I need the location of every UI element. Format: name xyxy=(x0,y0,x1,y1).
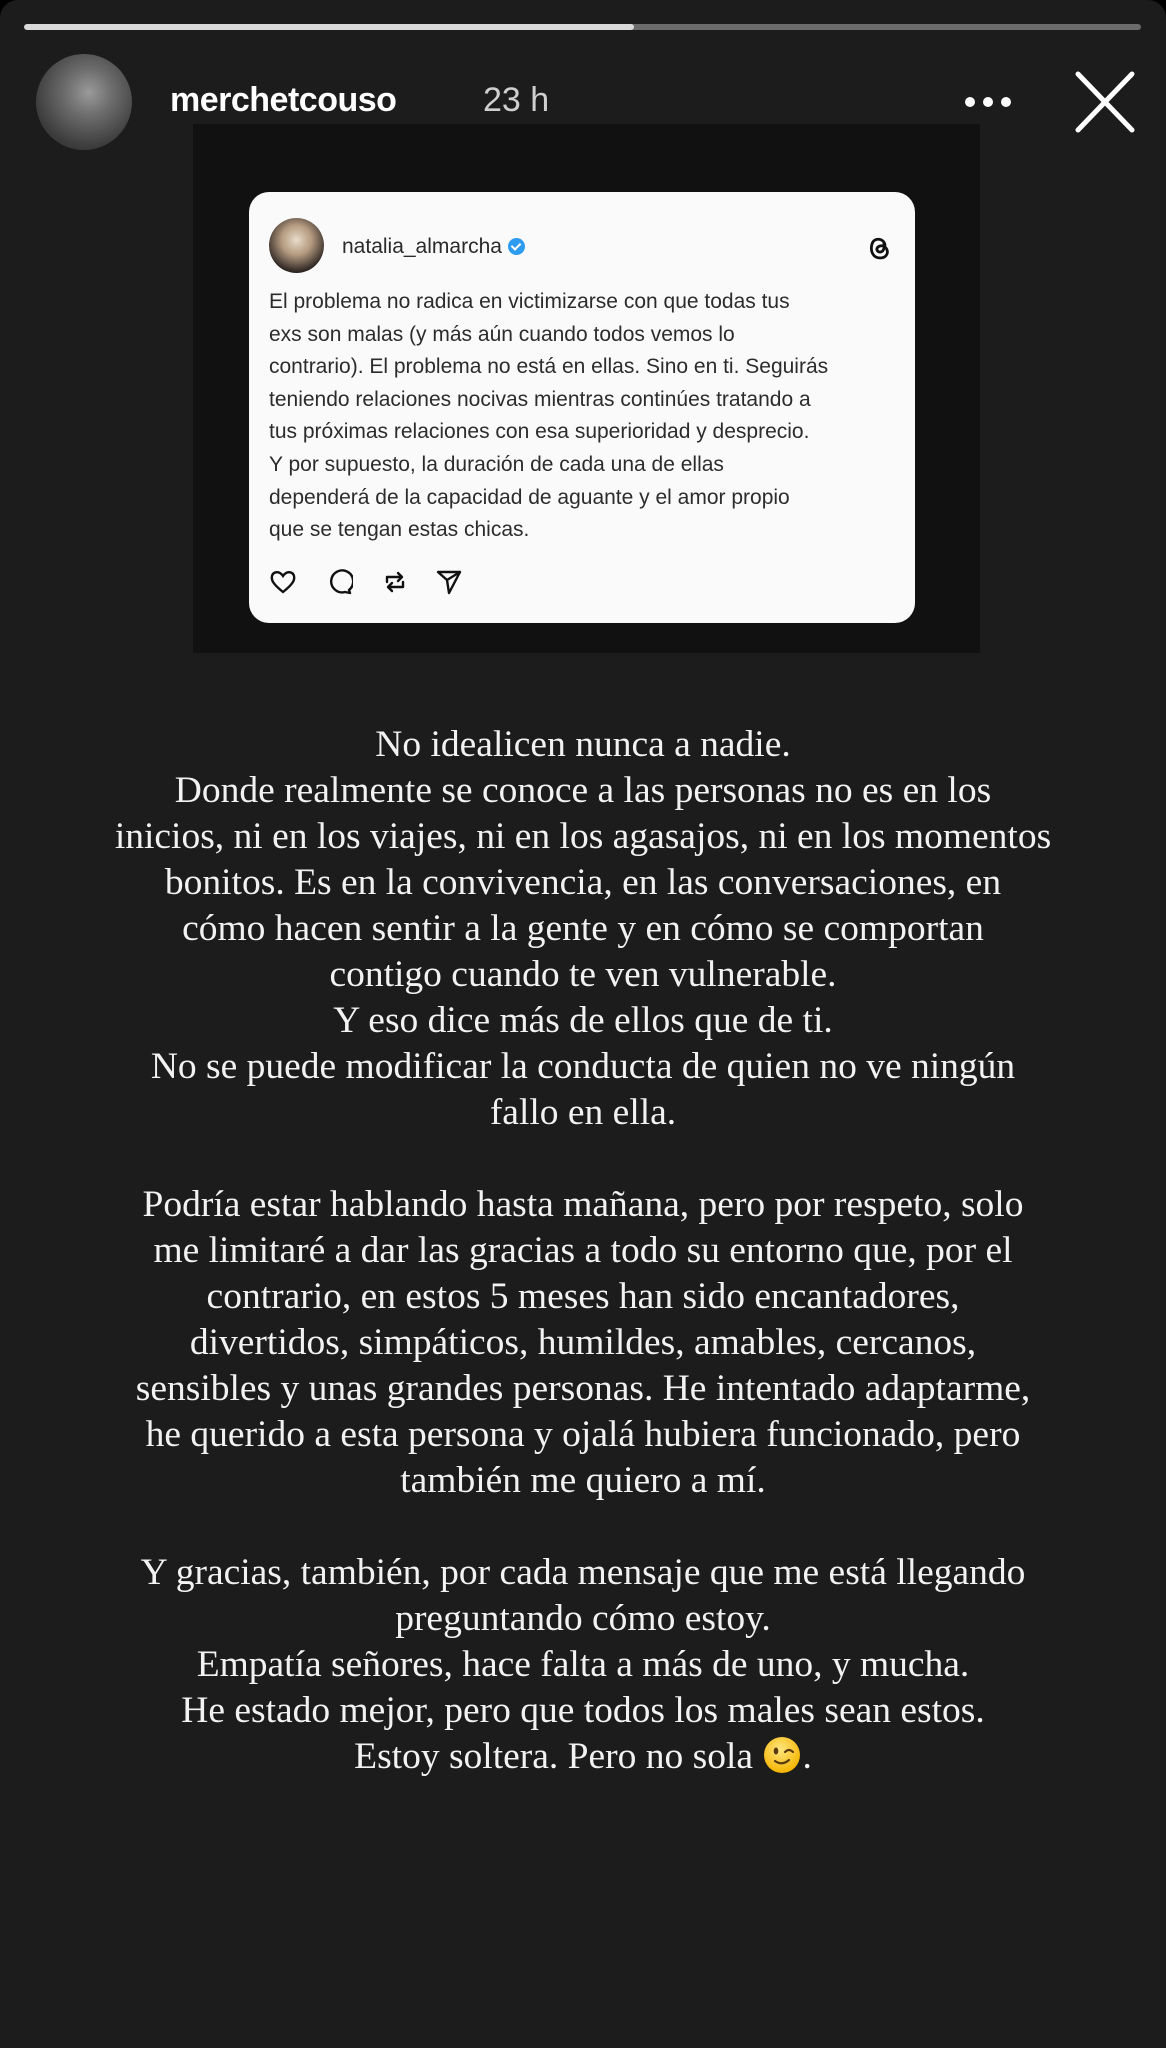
story-username[interactable]: merchetcouso xyxy=(170,81,397,119)
post-text-line: que se tengan estas chicas. xyxy=(269,518,530,542)
post-avatar xyxy=(269,218,324,273)
message-line: inicios, ni en los viajes, ni en los agasajos, ni en los momentos xyxy=(114,816,1052,857)
story-message xyxy=(0,722,1166,1780)
post-text-line: Y por supuesto, la duración de cada una de ellas xyxy=(269,452,724,476)
message-line: preguntando cómo estoy. xyxy=(395,1598,771,1639)
message-line: contrario, en estos 5 meses han sido encantadores, xyxy=(206,1276,960,1317)
close-icon xyxy=(1070,68,1140,136)
message-line: Podría estar hablando hasta mañana, pero por respeto, solo xyxy=(142,1184,1024,1225)
message-line: fallo en ella. xyxy=(489,1092,677,1133)
post-text-line: teniendo relaciones nocivas mientras continúes tratando a xyxy=(269,387,811,411)
post-username-text: natalia_almarcha xyxy=(342,235,502,258)
message-line: he querido a esta persona y ojalá hubiera funcionado, pero xyxy=(145,1414,1021,1455)
post-text-line: contrario). El problema no está en ellas. Sino en ti. Seguirás xyxy=(269,355,829,379)
message-line: No se puede modificar la conducta de quien no ve ningún xyxy=(150,1046,1016,1087)
post-text xyxy=(269,286,909,547)
more-dots-icon xyxy=(958,86,1018,118)
message-line: bonitos. Es en la convivencia, en las conversaciones, en xyxy=(164,862,1002,903)
message-line: Empatía señores, hace falta a más de uno, y mucha. xyxy=(196,1644,970,1685)
message-line: Donde realmente se conoce a las personas no es en los xyxy=(174,770,992,811)
message-line-last xyxy=(0,1734,1166,1780)
repost-icon[interactable] xyxy=(381,568,409,596)
post-text-line: exs son malas (y más aún cuando todos vemos lo xyxy=(269,322,735,346)
share-icon[interactable] xyxy=(435,568,463,596)
message-line: contigo cuando te ven vulnerable. xyxy=(329,954,837,995)
message-line: No idealicen nunca a nadie. xyxy=(375,724,791,765)
message-line: cómo hacen sentir a la gente y en cómo se comportan xyxy=(182,908,984,949)
verified-badge-icon xyxy=(508,238,525,255)
threads-post-card xyxy=(249,192,915,623)
message-line: Y eso dice más de ellos que de ti. xyxy=(333,1000,833,1041)
story-progress-bar xyxy=(24,24,1141,30)
message-line: divertidos, simpáticos, humildes, amables, cercanos, xyxy=(189,1322,977,1363)
story-time: 23 h xyxy=(483,81,550,119)
story-progress-fill xyxy=(24,24,634,30)
post-username xyxy=(342,234,525,260)
message-line: He estado mejor, pero que todos los males sean estos. xyxy=(181,1690,985,1731)
post-text-line: El problema no radica en victimizarse con que todas tus xyxy=(269,290,790,313)
message-last-period: . xyxy=(802,1736,812,1777)
threads-logo-icon xyxy=(865,232,893,262)
message-line xyxy=(0,1136,1166,1182)
close-button[interactable] xyxy=(1070,68,1140,136)
more-options-button[interactable] xyxy=(958,86,1018,118)
message-last-text: Estoy soltera. Pero no sola xyxy=(354,1736,763,1777)
message-line xyxy=(0,1504,1166,1550)
winking-face-icon xyxy=(762,1735,802,1775)
comment-icon[interactable] xyxy=(325,568,353,596)
message-line: me limitaré a dar las gracias a todo su entorno que, por el xyxy=(153,1230,1013,1271)
avatar[interactable] xyxy=(36,54,132,150)
heart-icon[interactable] xyxy=(269,568,297,596)
message-line: también me quiero a mí. xyxy=(400,1460,766,1501)
message-line: Y gracias, también, por cada mensaje que me está llegando xyxy=(140,1552,1026,1593)
post-text-line: tus próximas relaciones con esa superioridad y desprecio. xyxy=(269,420,810,444)
message-line: sensibles y unas grandes personas. He intentado adaptarme, xyxy=(135,1368,1031,1409)
post-text-line: dependerá de la capacidad de aguante y el amor propio xyxy=(269,485,790,509)
